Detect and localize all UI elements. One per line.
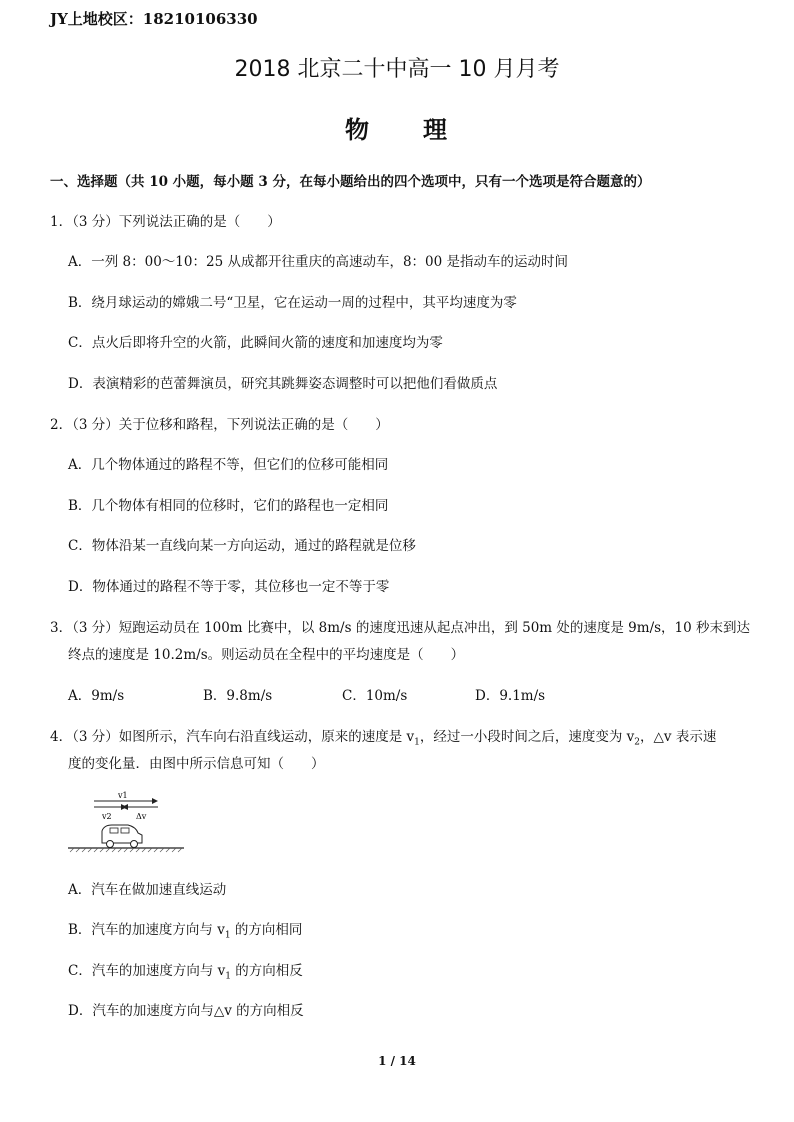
car-velocity-figure bbox=[66, 787, 186, 857]
question-3-option-c: C．10m/s bbox=[342, 688, 408, 704]
question-4-option-c: C．汽车的加速度方向与 $v_1$ 的方向相反 bbox=[68, 963, 303, 982]
question-3-option-d: D．9.1m/s bbox=[475, 688, 546, 704]
header-note: JY上地校区：18210106330 bbox=[50, 10, 258, 28]
question-1-option-b: B．绕月球运动的嫦娥二号“卫星，它在运动一周的过程中，其平均速度为零 bbox=[68, 295, 517, 311]
question-2-option-b: B．几个物体有相同的位移时，它们的路程也一定相同 bbox=[68, 498, 389, 514]
question-4-option-b: B．汽车的加速度方向与 $v_1$ 的方向相同 bbox=[68, 922, 303, 941]
question-4-option-a: A．汽车在做加速直线运动 bbox=[68, 882, 227, 898]
page-number: 1 / 14 bbox=[378, 1054, 416, 1068]
section-heading: 一、选择题（共 10 小题，每小题 3 分，在每小题给出的四个选项中，只有一个选项是符合题意的） bbox=[50, 174, 651, 190]
question-3-option-a: A．9m/s bbox=[68, 688, 125, 704]
v2-label: v2 bbox=[102, 812, 112, 821]
dv-label: Δv bbox=[136, 812, 147, 821]
question-1-option-c: C．点火后即将升空的火箭，此瞬间火箭的速度和加速度均为零 bbox=[68, 335, 443, 351]
question-2-option-a: A．几个物体通过的路程不等，但它们的位移可能相同 bbox=[68, 457, 389, 473]
question-3-option-b: B．9.8m/s bbox=[203, 688, 273, 704]
question-1-option-a: A．一列 8：00～10：25 从成都开往重庆的高速动车，8：00 是指动车的运动时间 bbox=[68, 254, 569, 270]
v1-label: v1 bbox=[118, 791, 128, 800]
question-2-option-d: D．物体通过的路程不等于零，其位移也一定不等于零 bbox=[68, 579, 390, 595]
question-1-option-d: D．表演精彩的芭蕾舞演员，研究其跳舞姿态调整时可以把他们看做质点 bbox=[68, 376, 498, 392]
question-4-option-d: D．汽车的加速度方向与△v 的方向相反 bbox=[68, 1003, 304, 1019]
question-2-option-c: C．物体沿某一直线向某一方向运动，通过的路程就是位移 bbox=[68, 538, 416, 554]
question-4-stem-line1: 4．（3 分）如图所示，汽车向右沿直线运动，原来的速度是 $v_1$，经过一小段时间之后，速度变为 $v_2$，△v 表示速 bbox=[50, 729, 717, 748]
question-4-stem-line2: 度的变化量．由图中所示信息可知（ ） bbox=[68, 756, 325, 772]
question-3-stem-line1: 3．（3 分）短跑运动员在 100m 比赛中，以 8m/s 的速度迅速从起点冲出，到 50m 处的速度是 9m/s，10 秒末到达 bbox=[50, 620, 751, 636]
question-1-stem: 1．（3 分）下列说法正确的是（ ） bbox=[50, 214, 281, 230]
exam-title: 2018 北京二十中高一 10 月月考 bbox=[234, 57, 560, 82]
question-3-stem-line2: 终点的速度是 10.2m/s。则运动员在全程中的平均速度是（ ） bbox=[68, 647, 465, 663]
question-2-stem: 2．（3 分）关于位移和路程，下列说法正确的是（ ） bbox=[50, 417, 389, 433]
subject-title: 物 理 bbox=[345, 116, 449, 144]
